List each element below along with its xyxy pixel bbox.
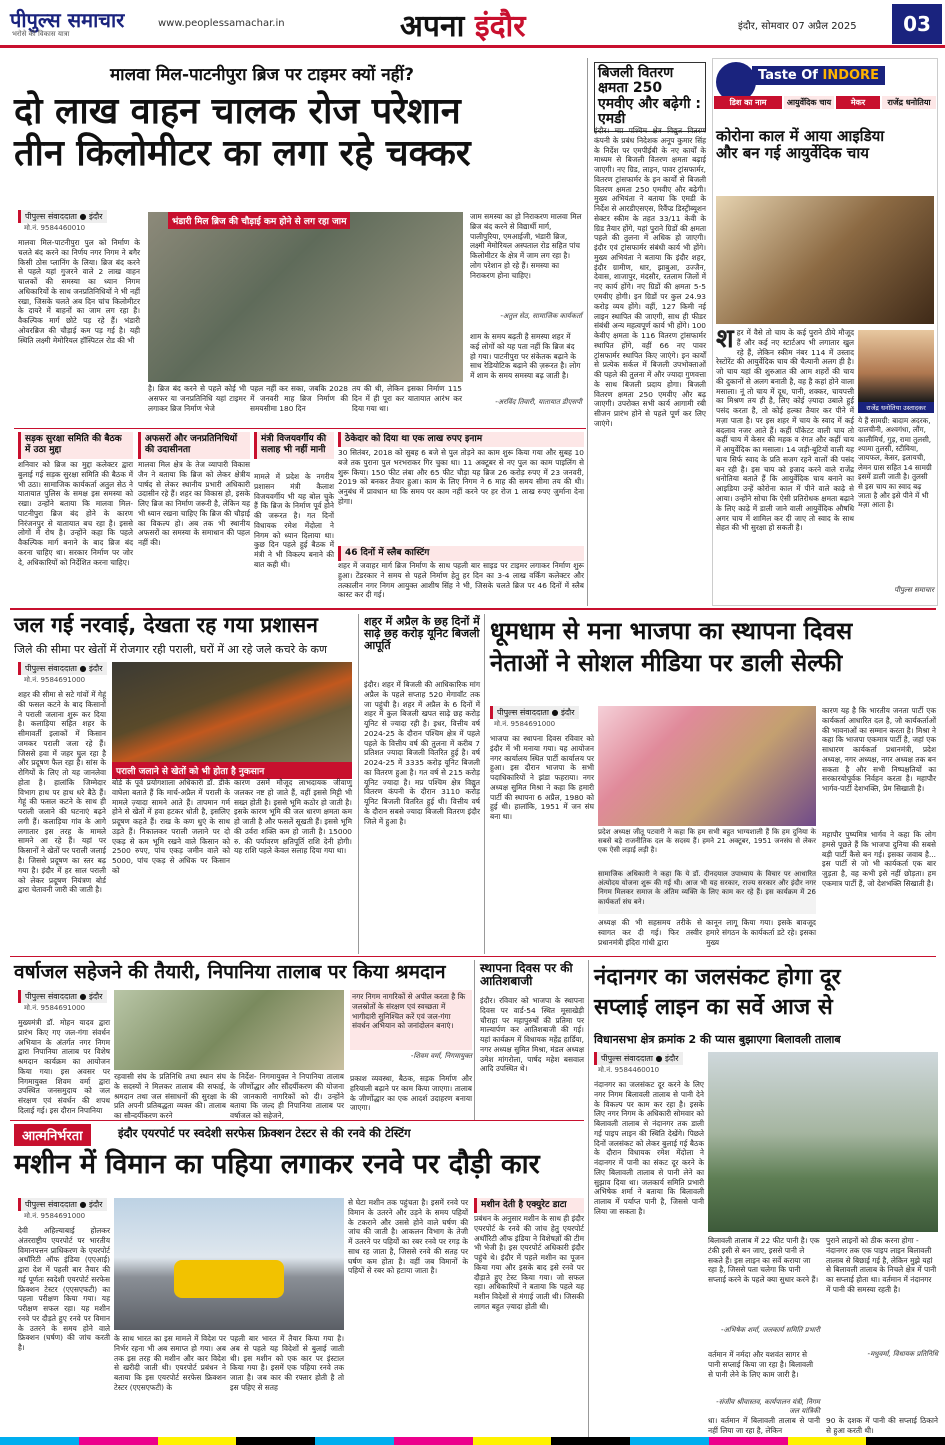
box3-title: मंत्री विजयवर्गीय की सलाह भी नहीं मानी — [254, 432, 334, 459]
box2-text: मालवा मिल क्षेत्र के तेज व्यापारी विकास जैन ने बताया कि ब्रिज को लेकर क्षेत्रीय पार्षद से लेकर स्थानीय प्रभारी अधिकारी उदासीन रहे हैं। शहर का विकास हो, इसके लिए ब्रिज का निर्माण जरूरी है, लेकिन यह भी ध्यान रखना चाहिए कि ब्रिज की चौड़ाई का विकल्प हो। अब तक भी स्थानीय अफसरों का समस्या के समाधान की पहल नहीं की। — [138, 460, 250, 548]
bjp-byline: पीपुल्स संवाददाता ● इंदौर — [490, 706, 579, 719]
foundation-body: इंदौर। रविवार को भाजपा के स्थापना दिवस पर वार्ड-54 स्थित मूसाखेड़ी चौराहा पर महापुरुषों की प्रतिमा पर माल्यार्पण कर आतिशबाजी की गई। यहां कार्यक्रम में विधायक महेंद्र हार्डिया, नगर अध्यक्ष सुमित मिश्रा, मंडल अध्यक्ष उमेश मांगरोला, पार्षद महेश बसवाल आदि उपस्थित थे। — [480, 996, 584, 1074]
nandanagar-caption-1: बिलावली तालाब में 22 फीट पानी है। एक टंकी इसी से बन जाए, इससे पानी ले सकते हैं। इस लाइन का सर्वे कराया जा रहा है, जिससे पता चलेगा कि पानी सप्लाई करने के पहले क्या सुधार करने हैं। — [708, 1236, 820, 1285]
section-divider — [10, 956, 936, 957]
taste-tab-maker: मेकर — [836, 96, 880, 109]
box1-text: शनिवार को ब्रिज का मुद्दा कलेक्टर द्वारा बुलाई गई सड़क सुरक्षा समिति की बैठक में भी उठा। सामाजिक कार्यकर्ता अतुल सेठ ने यातायात पुलिस के समक्ष इस समस्या को रखा। उन्होंने बताया कि मालवा मिल-पाटनीपुरा ब्रिज बंद होने के कारण निरंजनपुर से यातायात बच रहा है। इससे लोगों में रोष है। उन्होंने कहा कि पहले वैकल्पिक मार्ग बनाने के बाद ब्रिज बंद करना चाहिए था। सरकार निर्माण पर जोर दे, अधिकारियों को निर्देशित करना चाहिए। — [18, 460, 133, 567]
lead-photo — [148, 212, 463, 382]
stubble-body-mid: बोर्ड के पूर्व प्रयोगशाला अधिकारी डॉ. डीके वाघेला बताते हैं कि मार्च-अप्रैल में पराली के मामले ज़्यादा सामने आते हैं। तापमान गर्म होने से खेतों में हवा हटकर धोती है, इसलिए प्रदूषण कहते हैं। राख के कण धुएं के साथ उड़ते हैं। निकालकर पराली जलाने पर दो एकड़ से कम भूमि रखने वाले किसान को 2500 रुपए, पांच एकड़ जमीन वाले को 5000, पांच एकड़ से अधिक पर किसान को — [112, 778, 230, 875]
column-rule — [587, 58, 588, 606]
section-title — [400, 4, 526, 45]
page-number: 03 — [892, 4, 942, 44]
aviation-kicker: इंदौर एयरपोर्ट पर स्वदेशी सरफेस फ्रिक्शन टेस्टर से की रनवे की टेस्टिंग — [118, 1126, 411, 1140]
lead-quote-2: शाम के समय बढ़ती है समस्या शहर में कई लोगों को यह पता नहीं कि ब्रिज बंद हो गया। पाटनीपुरा पर संकेतक बढ़ाने के साथ रेडियोटिक बढ़ाने की ज़रूरत है। लोग में शाम के समय समस्या बढ़ जाती है। — [470, 332, 581, 381]
bjp-caption-1: प्रदेश अध्यक्ष जीतू पटवारी ने कहा कि हम सभी बहुत भाग्यशाली हैं कि हम दुनिया के सबसे बड़े राजनीतिक दल के सदस्य हैं। हमने 21 अक्टूबर, 1951 जनसंघ से लेकर एक ऐसी लड़ाई लड़ी है। — [598, 828, 816, 855]
bjp-body-right: कारण यह है कि भारतीय जनता पार्टी एक कार्यकर्ता आधारित दल है, जो कार्यकर्ताओं की भावनाओं का सम्मान करता है। मिश्रा ने कहा कि भाजपा एकमात्र पार्टी है, जहां एक साधारण कार्यकर्ता प्रधानमंत्री, प्रदेश अध्यक्ष, नगर अध्यक्ष, नगर अध्यक्ष तक बन सकता है और सभी निष्पक्षतियों का सरकारयोपूर्वक निर्वहन करता है। महापौर भार्गव-पार्टी देशभक्ति, प्रेम सिखाती है। — [822, 706, 936, 794]
nandanagar-subhead: विधानसभा क्षेत्र क्रमांक 2 की प्यास बुझाएगा बिलावली तालाब — [594, 1033, 841, 1046]
rainwater-body-left: मुख्यमंत्री डॉ. मोहन यादव द्वारा प्रारंभ किए गए जल-गंगा संवर्धन अभियान के अंतर्गत नगर निगम द्वारा निपानिया तालाब पर विशेष श्रमदान कार्यक्रम का आयोजन किया गया। इस अवसर पर निगमायुक्त शिवम वर्मा द्वारा उपस्थित जनसमुदाय को जल संरक्षण एवं संवर्धन की शपथ दिलाई गई। इस दौरान निपानिया — [18, 1018, 110, 1115]
newspaper-logo: पीपुल्स समाचार — [10, 8, 125, 32]
column-rule — [484, 614, 485, 954]
aviation-box-text: प्रबंधन के अनुसार मशीन के साथ ही इंदौर एयरपोर्ट के रनवे की जांच हेतु एयरपोर्ट अथॉरिटी ऑफ इंडिया ने विशेषज्ञों की टीम भी भेजी है। इस एयरपोर्ट अधिकारी इंदौर पहुंचे थे। इंदौर में पहले मशीन का पूजन किया गया और इसके बाद इसे रनवे पर दौड़ाते हुए टेस्ट किया गया। जो सफल रहा। अधिकारियों ने बताया कि पहले यह मशीन विदेशों से मंगाई जाती थी। जिसकी लागत बहुत ज़्यादा होती थी। — [474, 1214, 584, 1311]
aviation-body-mid2: पहली बार भारत में तैयार किया गया है। अब से पहले यह विदेशों से बुलाई जाती थी। इस मशीन को एक कार पर इंस्टाल किया गया है। इसमें एक पहिया रनवे तक जाता है। जब कार की रफ्तार होती है तो इस पहिए से सतह — [230, 1334, 344, 1392]
dateline: इंदौर, सोमवार 07 अप्रैल 2025 — [738, 21, 857, 32]
lead-headline-1: दो लाख वाहन चालक रोज परेशान — [14, 91, 461, 132]
taste-dropcap: श — [716, 324, 734, 354]
bjp-headline-1: धूमधाम से मना भाजपा का स्थापना दिवस — [490, 617, 853, 645]
bjp-caption-2: सामाजिक अधिकारी ने कहा कि ये डॉ. दीनदयाल उपाध्याय के विचार पर आधारित अंत्योदय योजना शुरू की गई थी। आज भी यह सरकार, राज्य सरकार और इंदौर नगर निगम मिलकर समाज के अंतिम व्यक्ति के लिए काम कर रहे हैं। इस कार्यक्रम में 26 कार्यकर्ता संघ बने। — [598, 870, 816, 914]
foundation-headline: स्थापना दिवस पर की आतिशबाजी — [480, 961, 573, 989]
nandanagar-body-left: नंदानगर का जलसंकट दूर करने के लिए नगर निगम बिलावली तालाब से पानी देने के विकल्प पर काम कर रहा है। इसके लिए नगर निगम के अधिकारी सोमवार को बिलावली तालाब से नंदानगर तक डाली गई पाइप लाइन की स्थिति देखेंगे। पिछले दिनों जलसंकट को लेकर बुलाई गई बैठक के दौरान विधायक रमेश मेंदोला ने नंदानगर में पानी का संकट दूर करने के लिए बिलावली तालाब से पानी लेने का सुझाव दिया था। जलकार्य समिति प्रभारी अभिषेक शर्मा ने बताया कि बिलावली तालाब में पर्याप्त पानी है, जिससे पानी लिया जा सकता है। — [594, 1080, 704, 1216]
taste-photo — [716, 196, 934, 324]
aviation-box-title: मशीन देती है एक्युरेट डाटा — [474, 1198, 584, 1213]
power-body: इंदौर। मप्र पश्चिम क्षेत्र विद्युत वितरण कंपनी के प्रबंध निदेशक अनूप कुमार सिंह के निर्देश पर एमपीईबी के नए कार्यों के माध्यम से बिजली वितरण क्षमता बढ़ाई जाएगी। नए ग्रिड, लाइन, पावर ट्रांसफार्मर, वितरण ट्रांसफार्मर के इन कार्यों से बिजली वितरण क्षमता 250 एमवीए और बढ़ेगी। मुख्य अभियंता ने बताया कि एमडी के निर्देश से आरडीएसएस, रिवैंप्ड डिस्ट्रीब्यूशन सेक्टर स्कीम के तहत 33/11 केवी के ग्रिड तैयार होंगे, यहां पुराने ग्रिडों की क्षमता पहले की तुलना में अधिक हो जाएगी। इंदौर एवं ट्रांसफार्मर संबंधी कार्य भी होंगे। मुख्य अभियंता ने बताया कि इंदौर शहर, इंदौर ग्रामीण, धार, झाबुआ, उज्जैन, देवास, शाजापुर, मंदसौर, रतलाम जिलों में नए कार्य होंगे। नए ग्रिडों की क्षमता 5-5 एमवीए होगी। इन ग्रिडों पर कुल 24.93 करोड़ व्यय होंगे। वहीं, 127 किमी नई लाइन स्थापित की जाएगी, साथ ही फीडर संबंधी अन्य महत्वपूर्ण कार्य भी होंगे। 100 केवीए क्षमता के 116 वितरण ट्रांसफार्मर स्थापित होंगे, वहीं 66 नए पावर ट्रांसफार्मर स्थापित किए जाएंगे। इन कार्यों से प्रत्येक सर्कल में बिजली उपभोक्ताओं की पहले की तुलना में और ज्यादा गुणवत्ता के साथ बिजली प्रदाय होगा। बिजली वितरण क्षमता 250 एमवीए और बढ़ जाएगी। उपरोक्त सभी कार्य आगामी रबी सीजन प्रारंभ होने से पहले पूर्ण कर लिए जाएंगे। — [594, 126, 706, 428]
box2-title: अफसरों और जनप्रतिनिधियों की उदासीनता — [138, 432, 250, 459]
nandanagar-mobile: मो.नं. 9584460010 — [598, 1066, 660, 1074]
nandanagar-bottom-text: धा। वर्तमान में बिलावली तालाब से पानी नहीं लिया जा रहा है, लेकिन — [708, 1416, 820, 1435]
lead-quote-1: जाम समस्या का हो निराकरण मालवा मिल ब्रिज बंद करने से विद्यार्थी मार्ग, पालीपुरिया, एमआईजी, भंडारी ब्रिज, लक्ष्मी मेमोरियल अस्पताल रोड सहित पांच किलोमीटर के क्षेत्र में जाम लग रहा है। लोग परेशान हो रहे हैं। समस्या का निराकरण होना चाहिए। — [470, 212, 582, 280]
stubble-subhead: जिले की सीमा पर खेतों में रोजगार रही पराली, घरों में आ रहे जले कचरे के कण — [14, 643, 327, 656]
lead-body-col3: पहल नहीं कर सका, जबकि 2028 में जनवरी माह ब्रिज निर्माण की समयसीमा 180 दिन — [250, 384, 348, 413]
lead-quote-2-sig: -अरविंद तिवारी, यातायात डीएसपी — [495, 398, 582, 406]
rainwater-byline: पीपुल्स संवाददाता ● इंदौर — [18, 990, 107, 1003]
rainwater-body-mid: रहवासी संघ के प्रतिनिधि तथा स्थान संघ के सदस्यों ने मिलकर तालाब की सफाई, श्रमदान तथा जल संसाधनों की सुरक्षा के प्रति अपनी प्रतिबद्धता व्यक्त की। तालाब का सौन्दर्यीकरण करने — [114, 1072, 226, 1121]
box4-title: ठेकेदार को दिया था एक लाख रुपए इनाम — [338, 432, 584, 447]
column-rule — [358, 614, 359, 954]
box4-text: 30 सितंबर, 2018 को सुबह 6 बजे से पुल तोड़ने का काम शुरू किया गया और सुबह 10 बजे तक पुराना पुल भरभराकर गिर चुका था। 11 अक्टूबर से नए पुल का काम पाइलिंग से शुरू किया। 150 फीट लंबा और 65 फीट चौड़ा यह ब्रिज 26 करोड़ रुपए में 23 जनवरी, 2019 को बनकर तैयार हुआ। काम के लिए निगम ने 6 माह की समय सीमा तय की थी। अनुबंध में प्रावधान था कि समय पर काम नहीं करने पर हर रोज 1 लाख रुपए जुर्माना देना होगा। — [338, 448, 584, 506]
rainwater-mobile: मो.नं. 9584691000 — [24, 1004, 86, 1012]
column-rule — [474, 960, 475, 1120]
power-supply-body: इंदौर। शहर में बिजली की आधिकारिक मांग अप्रैल के पहले सप्ताह 520 मेगावॉट तक जा पहुंची है। शहर में अप्रैल के 6 दिनों में शहर में कुल बिजली खपत साढ़े छह करोड़ यूनिट से ज्यादा रही है। इधर, वित्तीय वर्ष 2024-25 के दौरान पश्चिम क्षेत्र में पहले पहले के वित्तीय वर्ष की तुलना में करीब 7 प्रतिशत ज्यादा बिजली वितरित हुई है। वर्ष 2024-25 में 3335 करोड़ यूनिट बिजली का वितरण हुआ है। गत वर्ष से 215 करोड़ यूनिट ज्यादा है। मप्र पश्चिम क्षेत्र विद्युत वितरण कंपनी के दौरान 3110 करोड़ यूनिट बिजली वितरित हुई थी। वित्तीय वर्ष के दौरान सबसे ज्यादा बिजली वितरण इंदौर जिले में हुआ है। — [364, 680, 480, 826]
rainwater-photo — [114, 990, 344, 1070]
aviation-mobile: मो.नं. 9584691000 — [24, 1212, 86, 1220]
bjp-body-left: भाजपा का स्थापना दिवस रविवार को इंदौर में भी मनाया गया। यह आयोजन नगर कार्यालय स्थित पार्टी कार्यालय पर हुआ। इस दौरान भाजपा के सभी पदाधिकारियों ने झंडा फहराया। नगर अध्यक्ष सुमित मिश्रा ने कहा कि हमारी पार्टी की स्थापना 6 अप्रैल, 1980 को हुई थी। हालांकि, 1951 में जन संघ बना था। — [490, 734, 594, 822]
lead-mobile: मो.नं. 9584460010 — [24, 224, 86, 232]
stubble-byline: पीपुल्स संवाददाता ● इंदौर — [18, 662, 107, 675]
taste-header-a: Taste Of — [758, 68, 823, 83]
rainwater-body-mid2: के निर्देश- निगमायुक्त ने निपानिया तालाब के जीर्णोद्धार और सौंदर्यीकरण की योजना की जानकारी नागरिकों को दी। उन्होंने बताया कि जल्द ही निपानिया तालाब पर वर्षाजल को सहेजने, — [230, 1072, 344, 1121]
bjp-body-mid2: कानून लागू किया गया। इसके बावजूद हमारे संगठन के कार्यकर्ता डटे रहे। इसका मुख्य — [706, 918, 816, 947]
lead-byline: पीपुल्स संवाददाता ● इंदौर — [18, 210, 107, 223]
lead-headline-2: तीन किलोमीटर का लगा रहे चक्कर — [14, 133, 471, 174]
nandanagar-headline-1: नंदानगर का जलसंकट होगा दूर — [594, 965, 841, 990]
website-link[interactable]: www.peoplessamachar.in — [158, 18, 285, 29]
lead-photo-caption: भंडारी मिल ब्रिज की चौड़ाई कम होने से लग रहा जाम — [168, 212, 350, 229]
box5-text: शहर में जवाहर मार्ग ब्रिज निर्माण के साथ पहली बार साइड पर टाइमर लगाकर निर्माण शुरू हुआ। टेंडरकार ने समय से पहले निर्माण हेतु हर दिन का 3-4 लाख वर्किंग कलेक्टर और तत्कालीन नगर निगम आयुक्त आशीष सिंह ने भी, जिसके चलते ब्रिज पर 46 दिनों में स्लैब कास्ट कर दी गई। — [338, 561, 584, 600]
section-divider — [10, 1120, 584, 1121]
nandanagar-headline-2: सप्लाई लाइन का सर्वे आज से — [594, 995, 833, 1020]
stubble-photo-caption: पराली जलाने से खेतों को भी होता है नुकसान — [112, 762, 352, 779]
nandanagar-side-sig: -मधुवर्मा, विधायक प्रतिनिधि — [867, 1350, 938, 1358]
taste-tab-maker-value: राजेंद्र धनोतिया — [882, 96, 936, 109]
power-supply-headline: शहर में अप्रैल के छह दिनों में साढ़े छह करोड़ यूनिट बिजली आपूर्ति — [364, 615, 480, 653]
taste-body — [716, 324, 854, 600]
stubble-mobile: मो.नं. 9584691000 — [24, 676, 86, 684]
nandanagar-side-text: पुराने लाइनों को ठीक करना होगा - नंदानगर तक एक पाइप लाइन बिलावली तालाब से बिछाई गई है, लेकिन मुझे यहां से बिलावली तालाब के निचले क्षेत्र में पानी का सप्लाई होता था। वर्तमान में नंदानगर में पानी की समस्या रहती है। — [826, 1236, 937, 1294]
taste-body-text: हर में वैसे तो चाय के कई पुराने ठीये मौजूद हैं और कई नए स्टार्टअप भी लगातार खुल रहे हैं, लेकिन स्कीम नंबर 114 में उस्ताद रेस्टोरेंट की आयुर्वेदिक चाय की चैत्यानी अलग ही है। जो चाय यहां की शुरुआत की आम शहरों की चाय की दुकानों से अलग बनाती है, वह है कहां होने वाला मसाला। नूं तो चाय में दूध, पानी, शक्कर, चायपत्ती का मिश्रण तय ही है, लिए कोई ज़्यादा उबाले हुई पसंद करता है, तो कोई हल्का तैयार कर पीने में मज़ा पाता है। पर इस शहर में चाय के स्वाद में कई बदलाव नजर आते हैं। कहीं पॉकेटट वाली चाय तो कहीं चाय में केसर की महक व रंगत और कहीं चाय में आयुर्वेदिक का मसाला। 14 जड़ी-बूटियों वाली यह चाय सिर्फ स्वाद के प्रति सजग रहने वालों की पसंद बन रही है। इस चाय को इजाद करने वाले राजेंद्र धनोतिया बताते हैं कि आयुर्वेदिक चाय बनाने का आइडिया उन्हें कोरोना काल में पीने वाले काढ़े से आया। उन्होंने सोचा कि ऐसी प्रतिरोधक क्षमता बढ़ाने के लिए काढ़े में डाली जाने वाली आयुर्वेदिक औषधि अगर चाय में शामिल कर दी जाए तो स्वाद के साथ सेहत की भी सुरक्षा हो सकती है। — [716, 328, 854, 533]
aviation-body-right: से घेटा मशीन तक पहुंचता है। इसमें रनवे पर विमान के उतरने और उड़ने के समय पहियों के टकराने और उससे होने वाले घर्षण की जांच की जाती है। आकलन विभाग के तेजी में उतरने पर पहियों का रबर रनवे पर रगड़ के साथ रह जाता है, जिससे रनवे की सतह पर घर्षण कम होता है। वहीं जब विमानों के पहियों से रबर को हटाया जाता है। — [348, 1198, 468, 1276]
section-title-b: इंदौर — [474, 9, 526, 44]
rainwater-headline: वर्षाजल सहेजने की तैयारी, निपानिया तालाब पर किया श्रमदान — [14, 961, 446, 983]
test-car-shape — [174, 1260, 284, 1298]
nandanagar-caption-2-sig: -संजीव श्रीवास्तव, कार्यपालन यंत्री, निगम जल यांत्रिकी — [716, 1398, 820, 1415]
box5-title: 46 दिनों में स्लैब कास्टिंग — [338, 546, 584, 561]
nandanagar-byline: पीपुल्स संवाददाता ● इंदौर — [594, 1052, 683, 1065]
aviation-body-mid: के साथ भारत का इस मामले में विदेश पर निर्भर रहना भी अब समाप्त हो गया। अब तक इस तरह की मशीन और कार विदेश से खरीदी जाती थी। एयरपोर्ट प्रबंधन ने बताया कि इस एयरपोर्ट सरफेस फ्रिक्शन टेस्टर (एएसएफटी) के — [114, 1334, 226, 1392]
lead-kicker: मालवा मिल-पाटनीपुरा ब्रिज पर टाइमर क्यों नहीं? — [110, 65, 414, 85]
bjp-body-mid: अध्यक्ष की भी सहसमय तरीके से स्वागत कर दी गई। फिर तस्वीर प्रधानमंत्री इंदिरा गांधी द्वारा — [598, 918, 702, 947]
divider — [14, 428, 586, 429]
maker-portrait-caption: राजेंद्र धनोतिया उस्तादकर — [858, 402, 934, 413]
taste-header — [752, 66, 885, 85]
taste-signature: पीपुल्स समाचार — [894, 586, 934, 594]
stubble-headline: जल गई नरवाई, देखता रह गया प्रशासन — [14, 613, 318, 637]
aviation-body-left: देवी अहिल्याबाई होलकर अंतरराष्ट्रीय एयरपोर्ट पर भारतीय विमानपत्तन प्राधिकरण के एयरपोर्ट अथॉरिटी ऑफ इंडिया (एएआई) द्वारा देश में पहली बार तैयार की गई पूर्णतः स्वदेशी एयरपोर्ट सरफेस फ्रिक्शन टेस्टर (एएसएफटी) का पहला परीक्षण किया गया। यह परीक्षण सफल रहा। यह मशीन रनवे पर दौड़ते हुए रनवे पर विमान के उतरने के समय होने वाले फ्रिक्शन (घर्षण) की जांच करती है। — [18, 1226, 110, 1353]
rainwater-quote-sig: -शिवम वर्मा, निगमायुक्त — [410, 1052, 472, 1060]
nandanagar-caption-2: वर्तमान में नर्मदा और यशवंत सागर से पानी सप्लाई किया जा रहा है। बिलावली से पानी लेने के लिए काम जारी है। — [708, 1350, 814, 1379]
box3-text: मामले में प्रदेश के नगरीय प्रशासन मंत्री कैलाश विजयवर्गीय भी यह बोल चुके हैं कि ब्रिज के निर्माण पूर्व होने की जरूरत है। गत दिनों विधायक रमेश मेंदोला ने निगम को ध्यान दिलाया था। कुछ दिन पहले हुई बैठक में मंत्री ने भी विकल्प बनाने की बात कही थी। — [254, 472, 334, 569]
section-title-a: अपना — [400, 9, 465, 44]
lead-body-col4: तय की थी, लेकिन इसका निर्माण 115 दिन में ही पूरा कर यातायात आरंभ कर दिया गया था। — [352, 384, 462, 413]
lead-quote-1-sig: -अतुल सेठ, सामाजिक कार्यकर्ता — [500, 312, 582, 320]
column-rule — [588, 960, 589, 1438]
stubble-body-left: शहर की सीमा से सटे गांवों में गेहूं की फसल कटने के बाद किसानों ने पराली जलाना शुरू कर दिया है। कलाड़िया सहित शहर के सीमावर्ती इलाकों में किसान जमकर पराली जला रहे हैं। जिससे हवा में जहर घुल रहा है और प्रदूषण फैल रहा है। सांस के रोगियों के लिए तो यह जानलेवा होता है। हालांकि जिम्मेदार विभाग हाथ पर हाथ धरे बैठे हैं। गेहूं की फसल कटने के साथ ही पराली जलाने की घटनाएं बढ़ने लगी हैं। कलाड़िया गांव के आगे लगातार इस तरह के मामले सामने आ रहे हैं। यहां पर किसानों ने खेतों पर पराली जलाई है। जिससे प्रदूषण का स्तर बढ़ गया है। इंदौर में हर साल पराली को लेकर प्रदूषण नियंत्रण बोर्ड द्वारा चेतावनी जारी की जाती है। — [18, 690, 106, 895]
nandanagar-caption-1-sig: -अभिषेक शर्मा, जलकार्य समिति प्रभारी — [720, 1326, 820, 1334]
bjp-photo — [598, 706, 816, 826]
taste-tab-dish-value: आयुर्वेदिक चाय — [784, 96, 834, 109]
nandanagar-bottom-text-2: 90 के दशक में पानी की सप्लाई ठिकाने से हुआ करती थी। — [826, 1416, 938, 1435]
bjp-mobile: मो.नं. 9584691000 — [494, 720, 556, 728]
bjp-headline-2: नेताओं ने सोशल मीडिया पर डाली सेल्फी — [490, 649, 843, 677]
aviation-byline: पीपुल्स संवाददाता ● इंदौर — [18, 1198, 107, 1211]
lead-body-col1: मालवा मिल-पाटनीपुरा पुल को निर्माण के चलते बंद करने का निर्णय नगर निगम ने बगैर किसी ठोस प्लानिंग के लिया। ब्रिज बंद करने से पहले यहां गुजरने वाले 2 लाख वाहन चालकों की समस्या का ध्यान निगम अधिकारियों के साथ जनप्रतिनिधियों ने भी नहीं रखा, जिसके चलते अब दिन चांच किलोमीटर के दायरे में बाहनों का जाम लग रहा है। वैकल्पिक मार्ग छोटे पड़ रहे हैं। भंडारी ओवरब्रिज की चौड़ाई कम पड़ गई है। यही स्थिति लक्ष्मी मेमोरियल हॉस्पिटल रोड की भी — [18, 238, 140, 345]
stubble-photo — [112, 662, 352, 762]
rainwater-body-right: प्रकाश व्यवस्था, बैठक, सड़क निर्माण और हरियाली बढ़ाने पर काम किया जाएगा। तालाब के जीर्णोद्धार का एक आदर्श उदाहरण बनाया जाएगा। — [350, 1074, 472, 1113]
maker-portrait — [858, 330, 934, 402]
lead-body-col2: है। ब्रिज बंद करने से पहले कोई भी असफर या जनप्रतिनिधि यहां टाइमर लगाकर ब्रिज निर्माण भेजे — [148, 384, 246, 413]
aviation-headline: मशीन में विमान का पहिया लगाकर रनवे पर दौड़ी कार — [14, 1149, 540, 1180]
logo-tagline: भरोसे की विकास यात्रा — [12, 30, 70, 38]
aviation-tag: आत्मनिर्भरता — [14, 1124, 91, 1146]
taste-header-b: INDORE — [822, 68, 879, 83]
section-divider — [10, 608, 936, 610]
rainwater-quote: नगर निगम नागरिकों से अपील करता है कि जलस्रोतों के संरक्षण एवं स्वच्छता में भागीदारी सुनिश्चित करें एवं जल-गंगा संवर्धन अभियान को जनांदोलन बनाएं। — [350, 990, 472, 1050]
taste-headline: कोरोना काल में आया आइडिया और बन गई आयुर्वेदिक चाय — [716, 127, 885, 162]
nandanagar-photo — [708, 1052, 938, 1232]
color-registration-bar — [0, 1437, 945, 1445]
box1-title: सड़क सुरक्षा समिति की बैठक में उठा मुद्दा — [18, 432, 133, 459]
bjp-quote-right: महापौर पुष्यमित्र भार्गव ने कहा कि लोग हमसे पूछते हैं कि भाजपा दुनिया की सबसे बड़ी पार्टी कैसे बन गई। इसका जवाब है... इस पार्टी से जो भी कार्यकर्ता एक बार जुड़ता है, वह कभी इसे नहीं छोड़ता। हम एकमात्र पार्टी हैं, जो देशभक्ति सिखाती है। — [822, 830, 936, 888]
aviation-photo — [114, 1198, 344, 1330]
stubble-body-right: कारण उसमें मौजूद लाभदायक जीवाणु जलकर नष्ट हो जाते हैं, वहीं इससे मिट्टी भी सख्त होती है। इससे भूमि कठोर हो जाती है। इसके कारण भूमि की जल धारण क्षमता कम हो जाती है और फसलें सूखती हैं। इससे भूमि की उर्वरा शक्ति कम हो जाती है। 15000 रु. की पर्यावरण क्षतिपूर्ति राशि देनी होगी। यह राशि पहले केवल सलाह दिया गया था। — [234, 778, 352, 856]
taste-ingredients: ये हैं सामग्री: बादाम अदरक, दालचीनी, अश्वगंधा, लौंग, कालीमिर्च, गुड़, रामा तुलसी, श्यामा तुलसी, स्टीविया, जायफल, केसर, इलायची, लेमन ग्रास सहित 14 सामग्री इसमें डाली जाती है। तुलसी से इस चाय का स्वाद बढ़ जाता है और इसे पीने में भी मज़ा आता है। — [858, 416, 932, 510]
power-headline: बिजली वितरण क्षमता 250 एमवीए और बढ़ेगी : एमडी — [594, 62, 706, 132]
taste-tab-dish: डिश का नाम — [714, 96, 782, 109]
